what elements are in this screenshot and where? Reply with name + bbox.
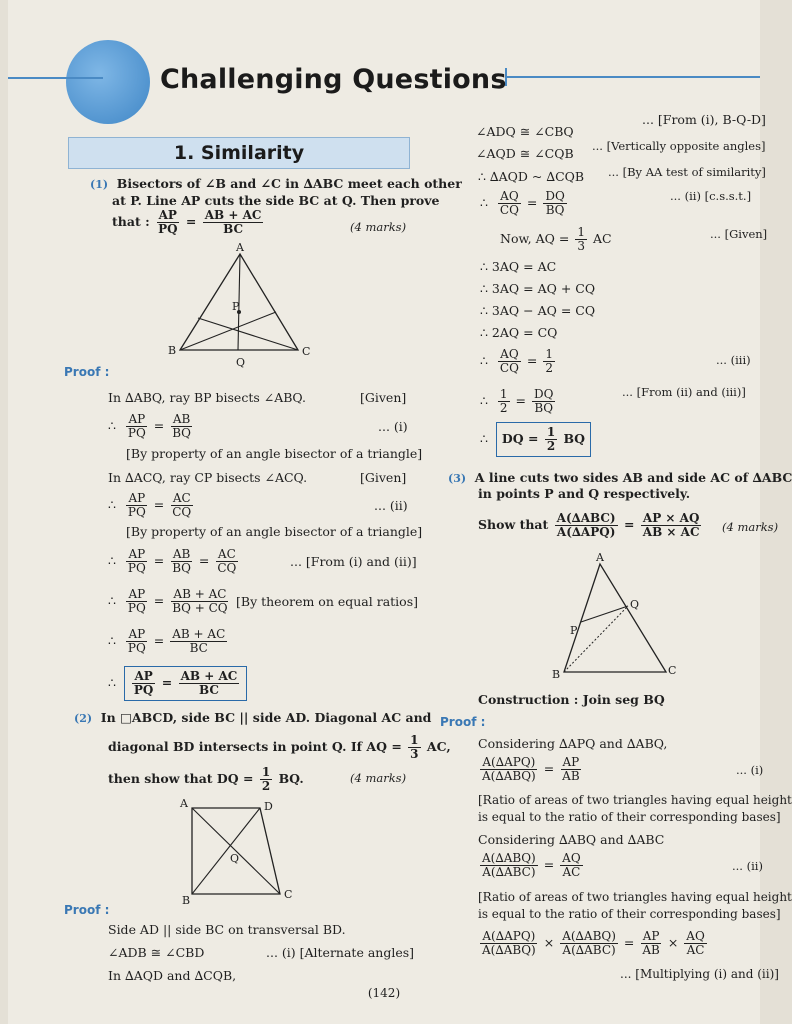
q2-text-line3: then show that DQ = $\frac{1}{2}$ BQ. [108, 765, 304, 793]
proof1-ref2: ... (ii) [374, 498, 408, 513]
q1-fig-label-a: A [236, 241, 244, 254]
q2-fig-label-a: A [180, 797, 188, 810]
right-l4-reason: ... (ii) [c.s.s.t.] [670, 189, 752, 203]
q1-fig-label-c: C [302, 345, 311, 358]
q2-fig-label-d: D [264, 800, 273, 813]
proof3-t2: is equal to the ratio of their corresponding bases] [478, 810, 781, 824]
proof1-eq1: ∴ $\frac{AP}{PQ}$ = $\frac{AB}{BQ}$ [108, 412, 191, 440]
right-l3-reason: ... [By AA test of similarity] [608, 165, 766, 179]
section-title: 1. Similarity [68, 137, 410, 169]
proof1-step2-reason: [Given] [360, 470, 407, 485]
q3-fig-label-q: Q [630, 598, 640, 611]
q3-fig-label-c: C [668, 664, 677, 677]
right-l10-reason: ... (iii) [716, 353, 751, 367]
proof3-label: Proof : [440, 715, 486, 729]
proof3-ref1: ... (i) [736, 763, 764, 777]
proof3-t3: [Ratio of areas of two triangles having equal height [478, 890, 792, 904]
header-rule-left [8, 77, 103, 79]
right-final: ∴ DQ = $\frac{1}{2}$ BQ [480, 422, 591, 457]
q2-marks: (4 marks) [350, 771, 407, 785]
right-l1-reason: ... [From (i), B-Q-D] [642, 112, 766, 127]
proof2-step2: ∠ADB ≅ ∠CBD [108, 945, 205, 960]
proof2-step3: In ∆AQD and ∆CQB, [108, 968, 237, 983]
proof1-property2: [By property of an angle bisector of a triangle] [126, 524, 423, 539]
header-circle-decoration [66, 40, 150, 124]
q3-fig-label-a: A [596, 551, 604, 564]
proof3-eq1: $\frac{\text{A(∆APQ)}}{\text{A(∆ABQ)}}$ = $\frac{AP}{AB}$ [482, 755, 580, 783]
proof1-eq5: ∴ $\frac{AP}{PQ}$ = $\frac{AB + AC}{BC}$ [108, 627, 226, 655]
q1-statement: that : $\frac{AP}{PQ}$ = $\frac{AB + AC}{BC}$ [112, 208, 262, 236]
q2-text-line2: diagonal BD intersects in point Q. If AQ = $\frac{1}{3}$ AC, [108, 733, 451, 761]
proof3-c2: Considering ∆ABQ and ∆ABC [478, 832, 665, 847]
right-l5: Now, AQ = $\frac{1}{3}$ AC [500, 225, 612, 253]
q2-fig-label-q: Q [230, 852, 240, 865]
right-l2: ∠AQD ≅ ∠CQB [476, 146, 574, 161]
proof3-t1: [Ratio of areas of two triangles having equal height [478, 793, 792, 807]
proof1-step1-reason: [Given] [360, 390, 407, 405]
right-l6: ∴ 3AQ = AC [480, 259, 557, 274]
q3-text: (3) A line cuts two sides AB and side AC of ∆ABC [448, 470, 792, 485]
right-eq10: ∴ $\frac{AQ}{CQ}$ = $\frac{1}{2}$ [480, 347, 553, 375]
proof3-eq3: $\frac{\text{A(∆APQ)}}{\text{A(∆ABQ)}}$ × $\frac{\text{A(∆ABQ)}}{\text{A(∆ABC)}}$ = $\frac{AP}{AB}$ × $\frac{AQ}{AC}$ [482, 929, 705, 957]
q2-text: (2) In □ABCD, side BC || side AD. Diagonal AC and [74, 710, 432, 725]
q2-fig-label-b: B [182, 894, 191, 907]
right-l5-reason: ... [Given] [710, 227, 768, 241]
q1-marks: (4 marks) [350, 220, 407, 234]
proof3-ref2: ... (ii) [732, 859, 763, 873]
proof3-ref3: ... [Multiplying (i) and (ii)] [620, 967, 779, 981]
q3-triangle-figure [548, 550, 688, 680]
header-rule-right [505, 76, 760, 78]
right-eq11: ∴ $\frac{1}{2}$ = $\frac{DQ}{BQ}$ [480, 387, 554, 415]
page-title: Challenging Questions [160, 64, 507, 95]
proof3-t4: is equal to the ratio of their corresponding bases] [478, 907, 781, 921]
right-l2-reason: ... [Vertically opposite angles] [592, 139, 766, 153]
page-number: (142) [367, 986, 401, 1000]
q3-fig-label-b: B [552, 668, 561, 681]
q1-fig-label-p: P [232, 300, 240, 313]
proof1-eq4: ∴ $\frac{AP}{PQ}$ = $\frac{AB + AC}{BQ + CQ}$ [108, 587, 228, 615]
proof1-ref4: [By theorem on equal ratios] [236, 594, 418, 609]
q1-fig-label-b: B [168, 344, 177, 357]
proof1-step2: In ∆ACQ, ray CP bisects ∠ACQ. [108, 470, 308, 485]
q2-trapezium-figure [168, 796, 298, 908]
right-l11-reason: ... [From (ii) and (iii)] [622, 385, 746, 399]
proof1-ref1: ... (i) [378, 419, 408, 434]
q2-fig-label-c: C [284, 888, 293, 901]
right-eq-similar: ∴ $\frac{AQ}{CQ}$ = $\frac{DQ}{BQ}$ [480, 189, 565, 217]
proof3-eq2: $\frac{\text{A(∆ABQ)}}{\text{A(∆ABC)}}$ = $\frac{AQ}{AC}$ [482, 851, 581, 879]
proof1-step1: In ∆ABQ, ray BP bisects ∠ABQ. [108, 390, 307, 405]
proof2-step2-reason: ... (i) [Alternate angles] [266, 945, 415, 960]
textbook-page [8, 0, 792, 1024]
proof3-c1: Considering ∆APQ and ∆ABQ, [478, 736, 668, 751]
q3-marks: (4 marks) [722, 520, 779, 534]
q3-text-line2: in points P and Q respectively. [478, 486, 691, 501]
q1-fig-label-q: Q [236, 356, 246, 369]
proof1-result: ∴ $\frac{AP}{PQ}$ = $\frac{AB + AC}{BC}$ [108, 666, 247, 701]
right-l3: ∴ ∆AQD ~ ∆CQB [478, 169, 585, 184]
proof1-ref3: ... [From (i) and (ii)] [290, 554, 417, 569]
q1-text: (1) Bisectors of ∠B and ∠C in ∆ABC meet each other [90, 176, 462, 191]
right-l1: ∠ADQ ≅ ∠CBQ [476, 124, 574, 139]
right-l9: ∴ 2AQ = CQ [480, 325, 558, 340]
proof2-step1: Side AD || side BC on transversal BD. [108, 922, 346, 937]
right-l8: ∴ 3AQ − AQ = CQ [480, 303, 596, 318]
proof2-label: Proof : [64, 903, 110, 917]
q1-triangle-figure [168, 240, 318, 370]
proof1-eq3: ∴ $\frac{AP}{PQ}$ = $\frac{AB}{BQ}$ = $\frac{AC}{CQ}$ [108, 547, 237, 575]
q3-fig-label-p: P [570, 624, 578, 637]
right-l7: ∴ 3AQ = AQ + CQ [480, 281, 596, 296]
proof1-property1: [By property of an angle bisector of a triangle] [126, 446, 423, 461]
proof1-label: Proof : [64, 365, 110, 379]
q3-statement: Show that $\frac{\text{A(∆ABC)}}{\text{A(∆APQ)}}$ = $\frac{AP \times AQ}{AB \times AC}$ [478, 511, 700, 539]
proof1-eq2: ∴ $\frac{AP}{PQ}$ = $\frac{AC}{CQ}$ [108, 491, 192, 519]
q1-text-line2: at P. Line AP cuts the side BC at Q. Then prove [112, 193, 440, 208]
q3-construction: Construction : Join seg BQ [478, 692, 665, 707]
